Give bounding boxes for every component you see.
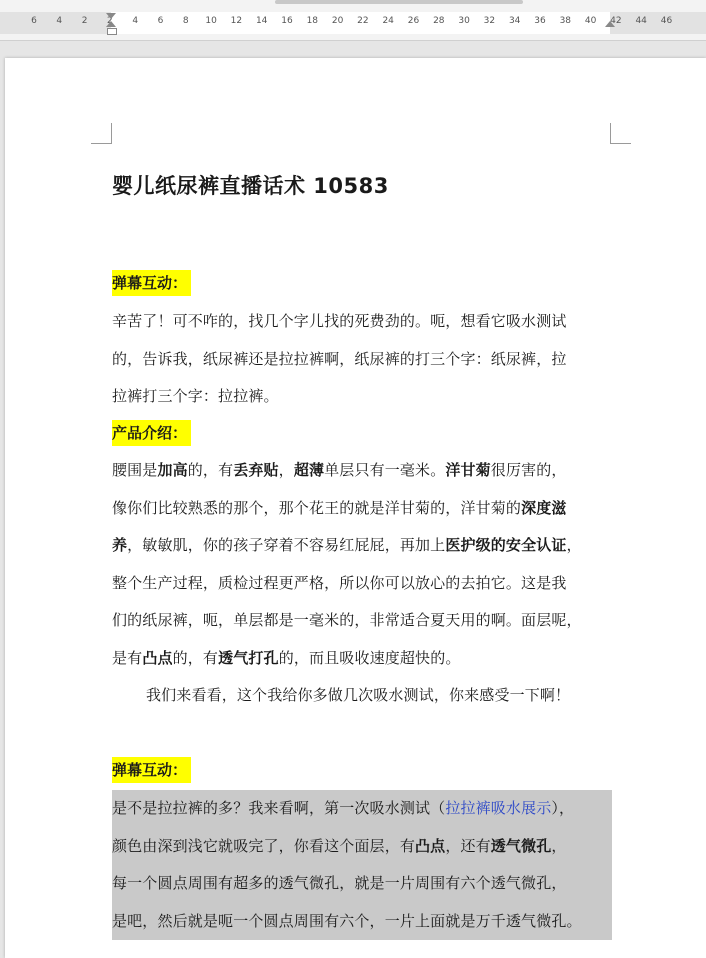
section-heading-product-intro: 产品介绍： [112,420,191,446]
text-line: 是有凸点的，有透气打孔的，而且吸收速度超快的。 [112,648,461,667]
ruler-tick-label: 8 [182,16,189,26]
ruler-tick-label: 6 [157,16,164,26]
ruler-tick-label: 4 [56,16,63,26]
ruler-tick-label: 18 [306,16,319,26]
ruler-tick-label: 2 [81,16,88,26]
ruler-tick-label: 2 [107,16,113,26]
text-line: 的，告诉我，纸尿裤还是拉拉裤啊，纸尿裤的打三个字：纸尿裤，拉 [112,349,567,368]
text-line: 腰围是加高的，有丢弃贴，超薄单层只有一毫米。洋甘菊很厉害的， [112,461,567,479]
section-heading-danmu-1: 弹幕互动： [112,270,191,296]
top-scrollbar-thumb[interactable] [275,0,523,4]
top-left-margin-corner [91,123,112,144]
text-line: 是吧，然后就是呃一个圆点周围有六个，一片上面就是万千透气微孔。 [112,903,612,941]
ruler-tick-label: 30 [458,16,470,26]
ruler-tick-label: 10 [205,16,217,26]
text-line: 颜色由深到浅它就吸完了，你看这个面层，有凸点，还有透气微孔， [112,828,612,866]
document-page[interactable] [5,58,706,958]
text-line: 是不是拉拉裤的多？我来看啊，第一次吸水测试（拉拉裤吸水展示）， [112,790,612,828]
left-indent-marker[interactable] [107,28,117,35]
paragraph-product-intro [112,452,612,715]
text-line: 每一个圆点周围有超多的透气微孔，就是一片周围有六个透气微孔， [112,865,612,903]
ruler-tick-label: 42 [610,16,622,26]
text-line: 们的纸尿裤，呃，单层都是一毫米的，非常适合夏天用的啊。面层呢， [112,611,582,629]
ruler-tick-label: 6 [31,16,37,26]
paragraph-danmu-1 [112,303,612,416]
first-line-indent-marker[interactable] [106,13,116,19]
document-title: 婴儿纸尿裤直播话术 10583 [112,174,389,198]
text-line: 像你们比较熟悉的那个，那个花王的就是洋甘菊的，洋甘菊的深度滋 [112,498,567,517]
ruler-tick-label: 46 [660,16,673,26]
ruler-tick-label: 24 [382,16,394,26]
text-line: 养，敏敏肌，你的孩子穿着不容易红屁屁，再加上医护级的安全认证， [112,536,582,554]
ruler-tick-label: 20 [331,16,344,26]
text-line: 辛苦了！可不咋的，找几个字儿找的死费劲的。呃，想看它吸水测试 [112,312,567,330]
right-indent-marker[interactable] [605,21,615,27]
horizontal-ruler[interactable] [0,0,706,41]
ruler-right-margin-area [610,12,706,34]
ruler-tick-label: 34 [508,16,521,26]
paragraph-danmu-2-highlighted [112,790,612,940]
ruler-tick-label: 16 [281,16,293,26]
ruler-tick-label: 4 [132,16,139,26]
ruler-tick-label: 40 [584,16,597,26]
ruler-tick-label: 22 [357,16,369,26]
ruler-tick-label: 38 [559,16,572,26]
ruler-tick-label: 28 [433,16,445,26]
hanging-indent-marker[interactable] [106,21,116,27]
inline-link-text: 拉拉裤吸水展示 [445,799,552,817]
text-line: 我们来看看，这个我给你多做几次吸水测试，你来感受一下啊！ [146,686,571,704]
ruler-tick-label: 26 [407,16,420,26]
top-right-margin-corner [610,123,631,144]
ruler-tick-label: 36 [534,16,546,26]
ruler-tick-label: 14 [255,16,268,26]
ruler-tick-label: 32 [483,16,496,26]
ruler-tick-label: 12 [230,16,243,26]
section-heading-danmu-2: 弹幕互动： [112,757,191,783]
ruler-tick-label: 44 [635,16,647,26]
text-line: 拉裤打三个字：拉拉裤。 [112,387,279,405]
text-line: 整个生产过程，质检过程更严格，所以你可以放心的去拍它。这是我 [112,573,567,592]
